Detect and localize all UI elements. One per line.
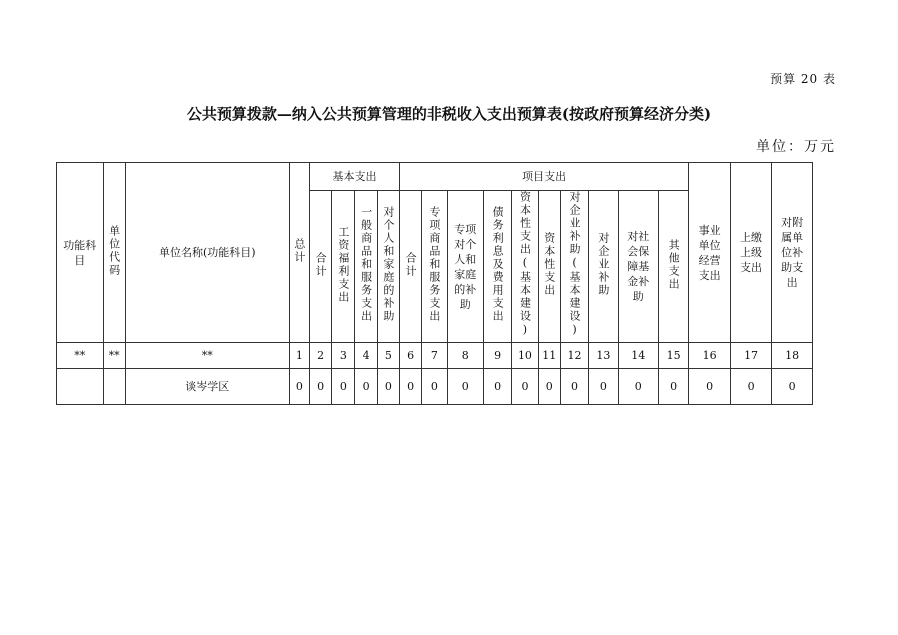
index-cell: 11 (538, 343, 560, 369)
index-cell: 10 (512, 343, 538, 369)
data-cell: 0 (589, 369, 618, 405)
header-basic-group: 基本支出 (309, 163, 399, 191)
index-cell: 8 (447, 343, 483, 369)
page-title: 公共预算拨款—纳入公共预算管理的非税收入支出预算表(按政府预算经济分类) (186, 105, 712, 123)
table-number: 预算 20 表 (770, 72, 836, 86)
data-cell: 0 (377, 369, 399, 405)
header-goods: 一般商品和服务支出 (355, 191, 377, 343)
data-cell: 0 (332, 369, 355, 405)
data-cell: 0 (309, 369, 331, 405)
index-cell: 13 (589, 343, 618, 369)
header-wage: 工资福利支出 (332, 191, 355, 343)
data-cell: 0 (689, 369, 730, 405)
index-cell: 4 (355, 343, 377, 369)
data-cell: 0 (447, 369, 483, 405)
index-cell: 16 (689, 343, 730, 369)
data-cell: 0 (538, 369, 560, 405)
index-cell: 6 (399, 343, 421, 369)
data-cell: 0 (658, 369, 688, 405)
data-cell: 0 (730, 369, 771, 405)
data-cell: 0 (355, 369, 377, 405)
header-enterprise: 对企业补助 (589, 191, 618, 343)
data-cell: 0 (512, 369, 538, 405)
header-debt-interest: 债务利息及费用支出 (483, 191, 511, 343)
header-func-subject: 功能科目 (57, 163, 104, 343)
budget-table (56, 162, 813, 405)
data-cell: 0 (560, 369, 588, 405)
header-unit-name: 单位名称(功能科目) (125, 163, 289, 343)
header-enterprise-build: 对企业补助(基本建设) (560, 191, 588, 343)
data-func (57, 369, 104, 405)
data-cell: 0 (422, 369, 447, 405)
index-name: ** (125, 343, 289, 369)
header-unit-code: 单位代码 (103, 163, 125, 343)
header-other: 其他支出 (658, 191, 688, 343)
header-capital: 资本性支出 (538, 191, 560, 343)
index-cell: 5 (377, 343, 399, 369)
table-row (57, 343, 813, 369)
index-cell: 1 (289, 343, 309, 369)
index-cell: 9 (483, 343, 511, 369)
data-cell: 0 (772, 369, 813, 405)
header-total: 总计 (289, 163, 309, 343)
data-cell: 0 (399, 369, 421, 405)
header-proj-total: 合计 (399, 191, 421, 343)
unit-label: 单位：万元 (756, 139, 836, 155)
header-proj-goods: 专项商品和服务支出 (422, 191, 447, 343)
table-row (57, 369, 813, 405)
data-cell: 0 (483, 369, 511, 405)
index-cell: 7 (422, 343, 447, 369)
header-proj-personal: 专项对个人和家庭的补助 (447, 191, 483, 343)
header-social-fund: 对社会保障基金补助 (618, 191, 658, 343)
header-capital-build: 资本性支出(基本建设) (512, 191, 538, 343)
index-cell: 12 (560, 343, 588, 369)
header-personal: 对个人和家庭的补助 (377, 191, 399, 343)
header-upper: 上缴上级支出 (730, 163, 771, 343)
header-business: 事业单位经营支出 (689, 163, 730, 343)
header-basic-total: 合计 (309, 191, 331, 343)
index-code: ** (103, 343, 125, 369)
index-cell: 2 (309, 343, 331, 369)
index-func: ** (57, 343, 104, 369)
header-subsidiary: 对附属单位补助支出 (772, 163, 813, 343)
data-cell: 0 (618, 369, 658, 405)
index-cell: 3 (332, 343, 355, 369)
index-cell: 18 (772, 343, 813, 369)
data-cell: 0 (289, 369, 309, 405)
data-code (103, 369, 125, 405)
index-cell: 17 (730, 343, 771, 369)
header-project-group: 项目支出 (399, 163, 688, 191)
data-name: 谈岑学区 (125, 369, 289, 405)
index-cell: 15 (658, 343, 688, 369)
index-cell: 14 (618, 343, 658, 369)
